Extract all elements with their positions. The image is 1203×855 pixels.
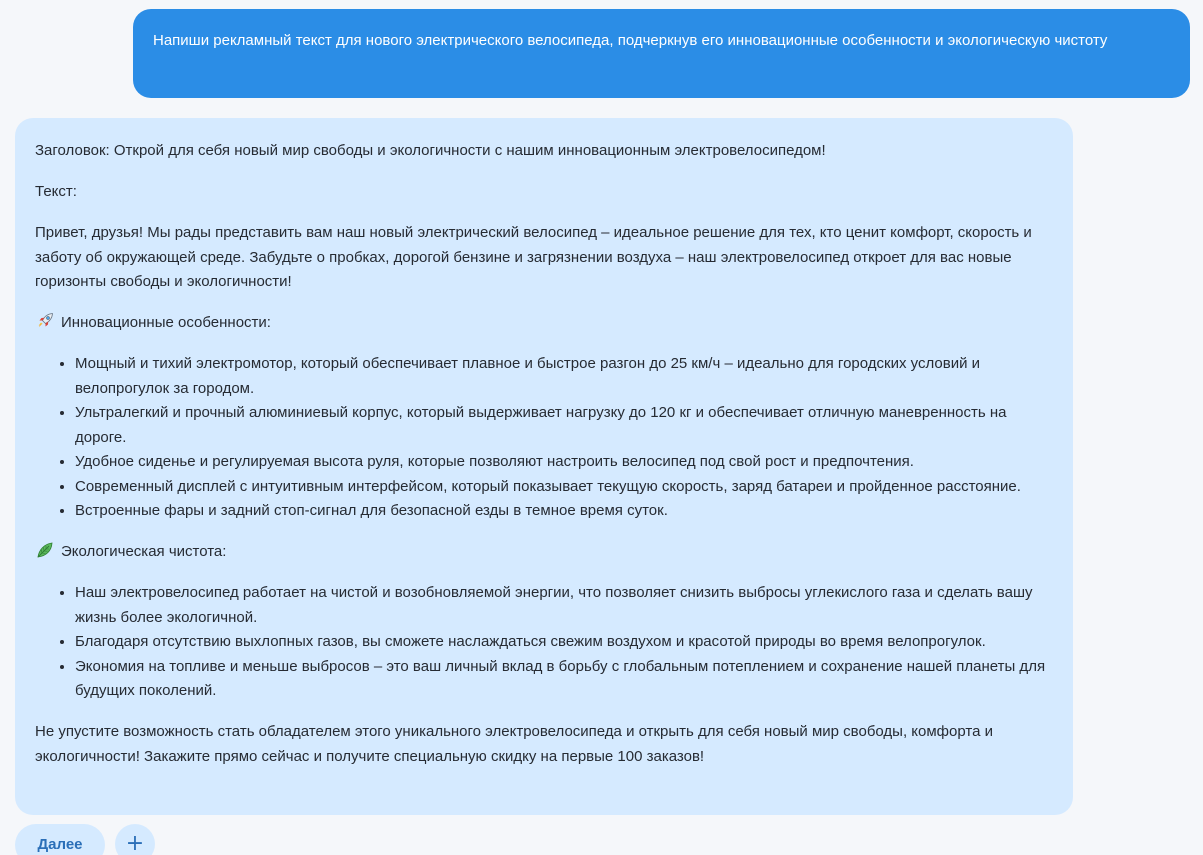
list-item: • Благодаря отсутствию выхлопных газов, вы сможете наслаждаться свежим воздухом и красотой природы во время велопрогулок. [75, 630, 1053, 655]
list-item: • Удобное сиденье и регулируемая высота руля, которые позволяют настроить велосипед под свой рост и предпочтения. [75, 450, 1053, 475]
innovation-section-title-text: Инновационные особенности: [61, 314, 271, 331]
text-label: Текст: [35, 183, 77, 200]
list-item: • Наш электровелосипед работает на чистой и возобновляемой энергии, что позволяет снизить выбросы углекислого газа и сделать вашу жизнь более экологичной. [75, 581, 1053, 630]
assistant-message-bubble [15, 118, 1073, 815]
ad-closing: Не упустите возможность стать обладателем этого уникального электровелосипеда и открыть для себя новый мир свободы, комфорта и экологичности! Закажите прямо сейчас и получите специальную скидку на первые 100 заказов! [35, 723, 993, 765]
user-message-text: Напиши рекламный текст для нового электрического велосипеда, подчеркнув его инновационные особенности и экологическую чистоту [153, 32, 1108, 49]
innovation-list [35, 352, 1053, 524]
list-item: • Экономия на топливе и меньше выбросов – это ваш личный вклад в борьбу с глобальным потеплением и сохранение нашей планеты для будущих поколений. [75, 655, 1053, 704]
rocket-icon [35, 311, 55, 336]
ad-intro: Привет, друзья! Мы рады представить вам наш новый электрический велосипед – идеальное решение для тех, кто ценит комфорт, скорость и заботу об окружающей среде. Забудьте о пробках, дорогой бензине и загрязнении воздуха – наш электровелосипед откроет для вас новые горизонты свободы и экологичности! [35, 224, 1032, 290]
list-item: • Мощный и тихий электромотор, который обеспечивает плавное и быстрое разгон до 25 км/ч – идеально для городских условий и велопрогулок за городом. [75, 352, 1053, 401]
user-message-bubble [133, 9, 1190, 98]
list-item: • Встроенные фары и задний стоп-сигнал для безопасной езды в темное время суток. [75, 499, 1053, 524]
eco-section-title-text: Экологическая чистота: [61, 543, 227, 560]
innovation-section-title [35, 311, 1053, 336]
eco-list [35, 581, 1053, 704]
ad-headline: Заголовок: Открой для себя новый мир свободы и экологичности с нашим инновационным электровелосипедом! [35, 142, 826, 159]
leaf-icon [35, 540, 55, 565]
list-item: • Ультралегкий и прочный алюминиевый корпус, который выдерживает нагрузку до 120 кг и обеспечивает отличную маневренность на дороге. [75, 401, 1053, 450]
eco-section-title [35, 540, 1053, 565]
next-button[interactable]: Далее [15, 824, 105, 855]
list-item: • Современный дисплей с интуитивным интерфейсом, который показывает текущую скорость, заряд батареи и пройденное расстояние. [75, 475, 1053, 500]
add-button[interactable]: + [115, 824, 155, 855]
